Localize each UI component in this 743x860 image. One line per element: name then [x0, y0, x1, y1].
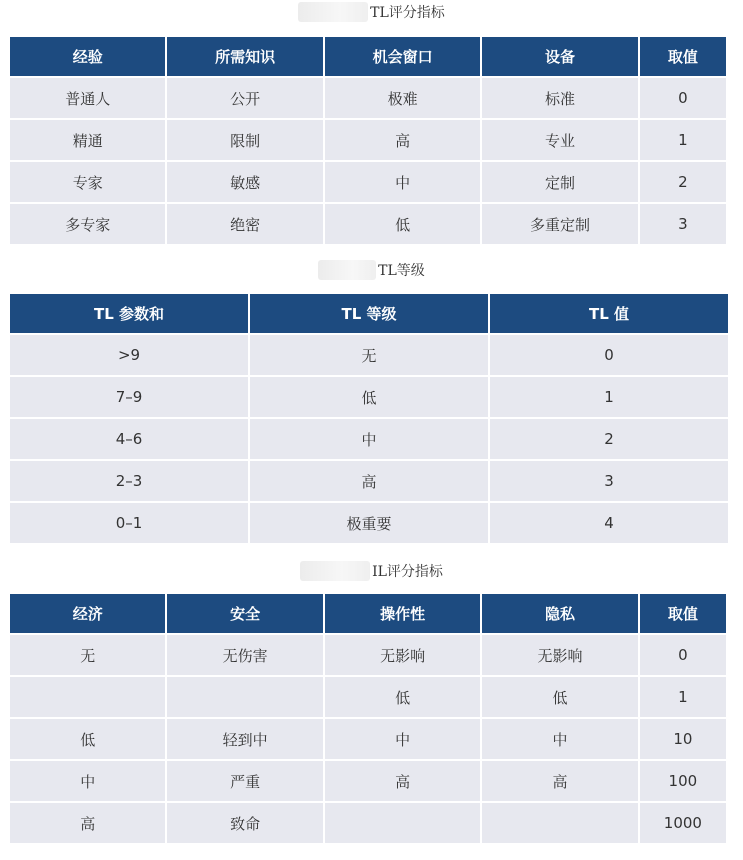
table-cell: 1	[490, 377, 728, 417]
table-row	[10, 335, 728, 375]
table-row	[10, 635, 726, 675]
table1-caption-text: TL评分指标	[370, 5, 445, 21]
table-row	[10, 719, 726, 759]
table-row	[10, 761, 726, 801]
table-cell	[10, 677, 165, 717]
table-row	[10, 503, 728, 543]
redacted-text	[298, 2, 368, 22]
column-header: 设备	[482, 37, 637, 76]
table-cell: 7–9	[10, 377, 248, 417]
table-cell	[482, 803, 637, 843]
table-row	[10, 803, 726, 843]
table-row	[10, 377, 728, 417]
table3-caption-text: IL评分指标	[372, 564, 443, 580]
table1-caption	[0, 2, 743, 22]
table-cell: 低	[325, 677, 480, 717]
redacted-text	[318, 260, 376, 280]
column-header: 所需知识	[167, 37, 322, 76]
table-row	[10, 461, 728, 501]
column-header: 隐私	[482, 594, 637, 633]
table-cell	[325, 803, 480, 843]
column-header: TL 参数和	[10, 294, 248, 333]
table-cell: 中	[10, 761, 165, 801]
column-header: 取值	[640, 594, 726, 633]
table-cell: 高	[10, 803, 165, 843]
table-row	[10, 677, 726, 717]
table-cell: 专家	[10, 162, 165, 202]
table-cell: 高	[250, 461, 488, 501]
table-cell: 定制	[482, 162, 637, 202]
column-header: 操作性	[325, 594, 480, 633]
column-header: TL 等级	[250, 294, 488, 333]
table-row	[10, 78, 726, 118]
table-cell: 低	[325, 204, 480, 244]
table-cell: 多重定制	[482, 204, 637, 244]
table-cell: 精通	[10, 120, 165, 160]
column-header: 安全	[167, 594, 322, 633]
table-cell: 中	[325, 719, 480, 759]
table-header-row	[10, 294, 728, 333]
table-cell: 0	[640, 78, 726, 118]
table-cell: 1000	[640, 803, 726, 843]
table-cell: 3	[640, 204, 726, 244]
table-cell: 无	[250, 335, 488, 375]
table-cell: 4	[490, 503, 728, 543]
table-cell: 0	[490, 335, 728, 375]
column-header: 经济	[10, 594, 165, 633]
table-cell: 标准	[482, 78, 637, 118]
table-cell: 0–1	[10, 503, 248, 543]
table-cell: 极难	[325, 78, 480, 118]
table-cell: 极重要	[250, 503, 488, 543]
table-cell: 公开	[167, 78, 322, 118]
column-header: 机会窗口	[325, 37, 480, 76]
table-cell: 2	[490, 419, 728, 459]
table2-caption-text: TL等级	[378, 263, 425, 279]
table-cell: 10	[640, 719, 726, 759]
table-cell: 中	[325, 162, 480, 202]
table-cell: 1	[640, 677, 726, 717]
table-cell: 致命	[167, 803, 322, 843]
table-cell: 0	[640, 635, 726, 675]
table-cell: 专业	[482, 120, 637, 160]
table-cell: 敏感	[167, 162, 322, 202]
tl-level-table	[8, 292, 730, 545]
table-cell: 100	[640, 761, 726, 801]
table-cell: 4–6	[10, 419, 248, 459]
table-cell: 高	[482, 761, 637, 801]
table-cell: 低	[10, 719, 165, 759]
table-cell: 中	[482, 719, 637, 759]
table-row	[10, 120, 726, 160]
table-cell: 中	[250, 419, 488, 459]
table3-caption	[0, 561, 743, 581]
table-cell: 高	[325, 120, 480, 160]
table-cell: 普通人	[10, 78, 165, 118]
table-cell: >9	[10, 335, 248, 375]
table-cell: 无影响	[482, 635, 637, 675]
table-cell: 无影响	[325, 635, 480, 675]
table-cell: 无伤害	[167, 635, 322, 675]
table-cell: 轻到中	[167, 719, 322, 759]
column-header: 经验	[10, 37, 165, 76]
table-header-row	[10, 594, 726, 633]
redacted-text	[300, 561, 370, 581]
table-cell: 高	[325, 761, 480, 801]
table-header-row	[10, 37, 726, 76]
table-cell: 限制	[167, 120, 322, 160]
table-cell: 2	[640, 162, 726, 202]
table-cell: 低	[250, 377, 488, 417]
table-cell	[167, 677, 322, 717]
table-cell: 多专家	[10, 204, 165, 244]
table-row	[10, 419, 728, 459]
column-header: 取值	[640, 37, 726, 76]
table-cell: 3	[490, 461, 728, 501]
table-cell: 严重	[167, 761, 322, 801]
table-row	[10, 204, 726, 244]
column-header: TL 值	[490, 294, 728, 333]
table2-caption	[0, 260, 743, 280]
table-row	[10, 162, 726, 202]
tl-scoring-table	[8, 35, 728, 246]
table-cell: 低	[482, 677, 637, 717]
table-cell: 绝密	[167, 204, 322, 244]
table-cell: 1	[640, 120, 726, 160]
table-cell: 2–3	[10, 461, 248, 501]
il-scoring-table	[8, 592, 728, 845]
table-cell: 无	[10, 635, 165, 675]
